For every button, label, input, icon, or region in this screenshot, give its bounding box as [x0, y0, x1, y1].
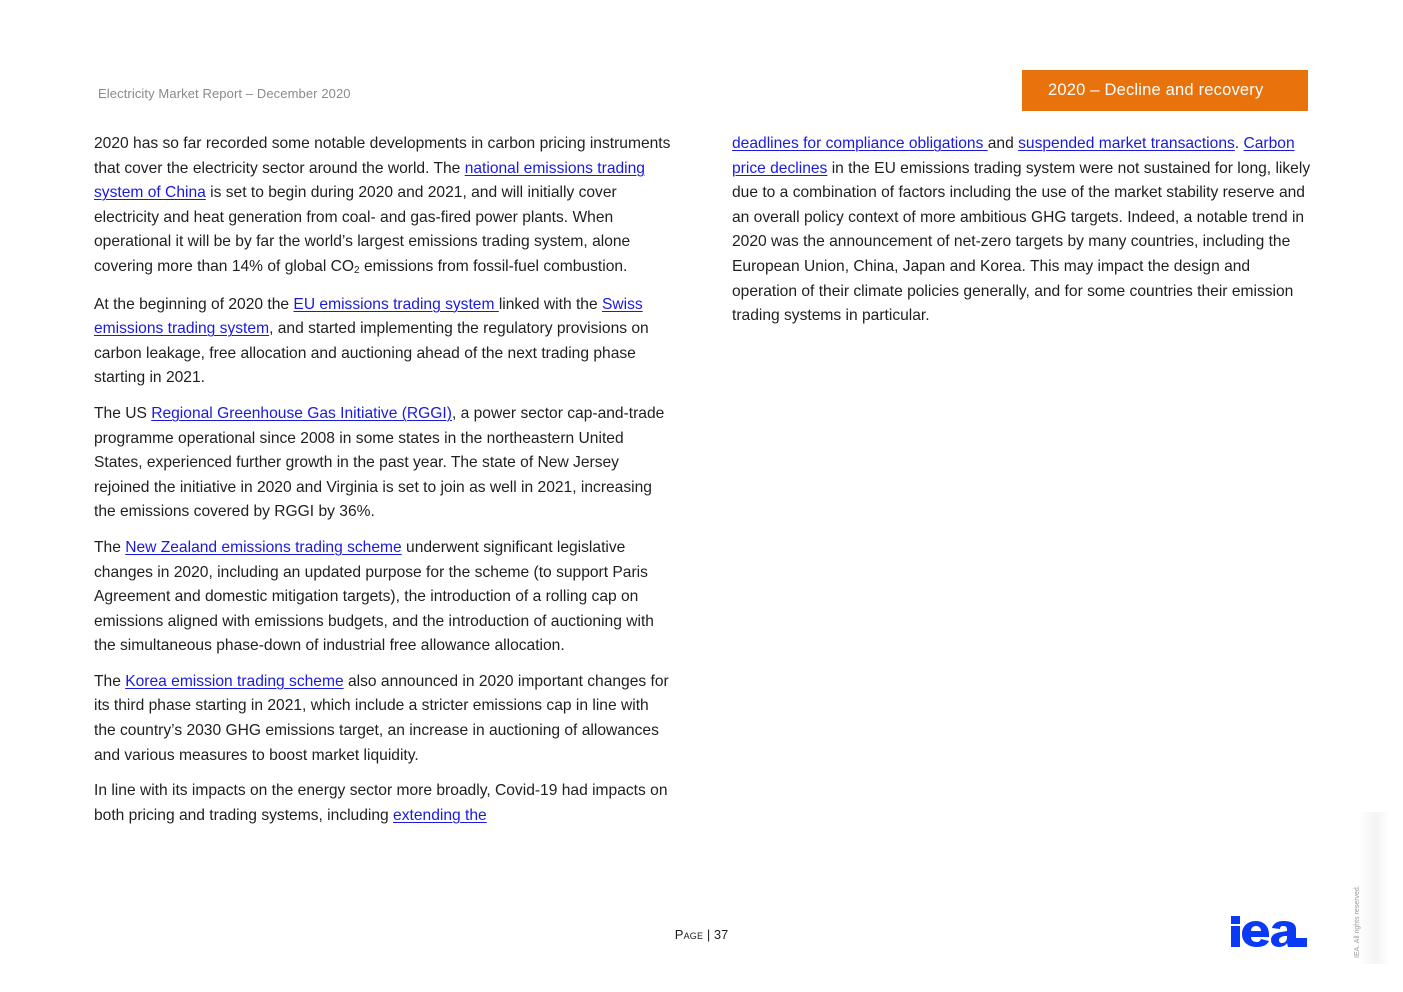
page-number-value: 37 — [713, 927, 729, 942]
text: is set to begin during 2020 and 2021, and will initially cover electricity and heat generation from coal- and gas-fired power plants. When operational it will be by far the world’s largest emissions trading system, alone covering more than 14% of global CO — [94, 184, 631, 275]
text: In line with its impacts on the energy sector more broadly, Covid-19 had impacts on both pricing and trading systems, including — [94, 782, 668, 824]
link-suspended-transactions[interactable]: suspended market transactions — [1018, 135, 1235, 152]
link-carbon-price-declines[interactable]: Carbon price declines — [732, 135, 1295, 177]
logo-a-tail — [1296, 938, 1307, 947]
report-title: Electricity Market Report – December 2020 — [98, 86, 351, 101]
link-korea-ets[interactable]: Korea emission trading scheme — [125, 672, 344, 690]
text: The US — [94, 404, 152, 422]
text: , and started implementing the regulatory provisions on carbon leakage, free allocation and auctioning ahead of the next trading phase starting in 2021. — [94, 320, 649, 387]
link-swiss-ets[interactable]: Swiss emissions trading system — [94, 295, 643, 338]
link-extending-deadlines[interactable]: extending the — [393, 806, 487, 824]
right-column — [732, 132, 1312, 340]
text: also announced in 2020 important changes for its third phase starting in 2021, which include a stricter emissions cap in line with the country’s 2030 GHG emissions target, an increase in auctioning of allowances and various measures to boost market liquidity. — [94, 672, 669, 764]
link-china-ets[interactable]: national emissions trading system of China — [94, 159, 645, 202]
text: 2020 has so far recorded some notable developments in carbon pricing instruments that cover the electricity sector around the world. The — [94, 135, 671, 177]
text: and — [987, 135, 1019, 152]
page-label: Page — [674, 927, 704, 942]
text: The — [94, 672, 126, 690]
text: , a power sector cap-and-trade programme operational since 2008 in some states in the northeastern United States, experienced further growth in the past year. The state of New Jersey rejoined the initiative in 2020 and Virginia is set to join as well in 2021, increasing the emissions covered by RGGI by 36%. — [94, 404, 665, 521]
iea-logo — [1230, 915, 1308, 948]
subscript-2: 2 — [354, 264, 360, 276]
logo-i-dot — [1231, 916, 1240, 924]
rights-strip — [1357, 812, 1389, 964]
paragraph-eu-ets — [94, 293, 674, 391]
paragraph-nz-ets — [94, 536, 674, 659]
section-tab: 2020 – Decline and recovery — [1022, 70, 1308, 111]
text: . — [1234, 135, 1244, 152]
text: At the beginning of 2020 the — [94, 295, 294, 313]
logo-a — [1271, 921, 1296, 947]
paragraph-covid — [94, 779, 674, 828]
text: underwent significant legislative changes in 2020, including an updated purpose for the scheme (to support Paris Agreement and domestic mitigation targets), the introduction of a rolling cap on emissions aligned with emissions budgets, and the introduction of auctioning with the simultaneous phase-down of industrial free allowance allocation. — [94, 538, 654, 655]
link-compliance-deadlines[interactable]: deadlines for compliance obligations — [732, 135, 988, 152]
paragraph-covid-continued — [732, 132, 1312, 329]
logo-i-stem — [1231, 926, 1240, 947]
paragraph-rggi — [94, 402, 674, 525]
paragraph-china-ets — [94, 132, 674, 282]
page-separator: | — [703, 927, 714, 942]
left-column — [94, 132, 674, 839]
text: The — [94, 538, 126, 556]
page-number — [0, 927, 1403, 942]
link-eu-ets[interactable]: EU emissions trading system — [293, 295, 499, 313]
text: linked with the — [498, 295, 602, 313]
link-rggi[interactable]: Regional Greenhouse Gas Initiative (RGGI) — [151, 404, 452, 422]
text: in the EU emissions trading system were not sustained for long, likely due to a combination of factors including the use of the market stability reserve and an overall policy context of more ambitious GHG targets. Indeed, a notable trend in 2020 was the announcement of net-zero targets by many countries, including the European Union, China, Japan and Korea. This may impact the design and operation of their climate policies generally, and for some countries their emission trading systems in particular. — [732, 159, 1311, 325]
link-nz-ets[interactable]: New Zealand emissions trading scheme — [125, 538, 402, 556]
logo-e — [1242, 921, 1269, 947]
paragraph-korea-ets — [94, 670, 674, 768]
rights-notice: IEA. All rights reserved. — [1354, 885, 1361, 958]
text: emissions from fossil-fuel combustion. — [359, 257, 628, 275]
